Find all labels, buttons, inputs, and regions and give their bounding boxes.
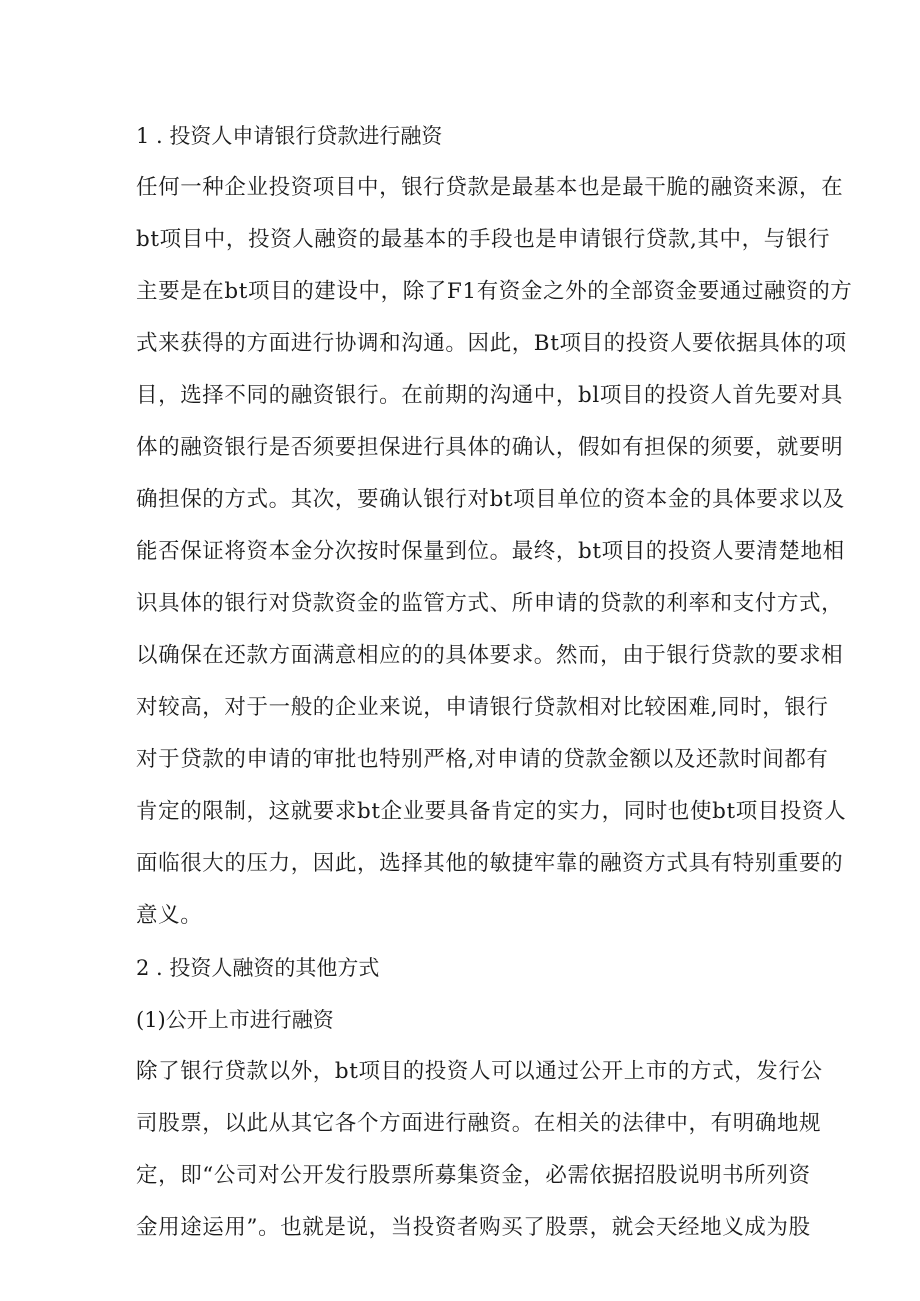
paragraph-line: 对较高，对于一般的企业来说，申请银行贷款相对比较困难,同时，银行 — [136, 695, 829, 720]
paragraph-line: 目，选择不同的融资银行。在前期的沟通中，bl项目的投资人首先要对具 — [136, 383, 843, 408]
paragraph-line: 司股票，以此从其它各个方面进行融资。在相关的法律中，有明确地规 — [136, 1111, 822, 1136]
paragraph-line: 体的融资银行是否须要担保进行具体的确认，假如有担保的须要，就要明 — [136, 435, 844, 460]
paragraph-line: 定，即“公司对公开发行股票所募集资金，必需依据招股说明书所列资 — [136, 1163, 811, 1188]
paragraph-line: 识具体的银行对贷款资金的监管方式、所申请的贷款的利率和支付方式， — [136, 591, 844, 616]
paragraph-line: 以确保在还款方面满意相应的的具体要求。然而，由于银行贷款的要求相 — [136, 643, 844, 668]
section-1-heading: 1 . 投资人申请银行贷款进行融资 — [136, 124, 443, 148]
paragraph-line: 金用途运用”。也就是说，当投资者购买了股票，就会天经地义成为股 — [136, 1215, 811, 1240]
section-1-paragraph — [136, 162, 853, 942]
paragraph-line: bt项目中，投资人融资的最基本的手段也是申请银行贷款,其中，与银行 — [136, 227, 831, 252]
paragraph-line: 式来获得的方面进行协调和沟通。因此，Bt项目的投资人要依据具体的项 — [136, 331, 847, 356]
paragraph-line: 任何一种企业投资项目中，银行贷款是最基本也是最干脆的融资来源，在 — [136, 175, 844, 200]
section-2-subheading: (1)公开上市进行融资 — [136, 1008, 334, 1032]
paragraph-line: 除了银行贷款以外，bt项目的投资人可以通过公开上市的方式，发行公 — [136, 1059, 823, 1084]
paragraph-line: 面临很大的压力，因此，选择其他的敏捷牢靠的融资方式具有特别重要的 — [136, 851, 844, 876]
paragraph-line: 肯定的限制，这就要求bt企业要具备肯定的实力，同时也使bt项目投资人 — [136, 799, 847, 824]
section-2-heading: 2 . 投资人融资的其他方式 — [136, 956, 380, 980]
section-2-paragraph — [136, 1046, 823, 1254]
paragraph-line: 意义。 — [136, 903, 203, 928]
paragraph-line: 对于贷款的申请的审批也特别严格,对申请的贷款金额以及还款时间都有 — [136, 747, 829, 772]
document-body — [136, 110, 853, 1254]
paragraph-line: 主要是在bt项目的建设中，除了F1有资金之外的全部资金要通过融资的方 — [136, 279, 853, 304]
paragraph-line: 确担保的方式。其次，要确认银行对bt项目单位的资本金的具体要求以及 — [136, 487, 845, 512]
paragraph-line: 能否保证将资本金分次按时保量到位。最终，bt项目的投资人要清楚地相 — [136, 539, 845, 564]
